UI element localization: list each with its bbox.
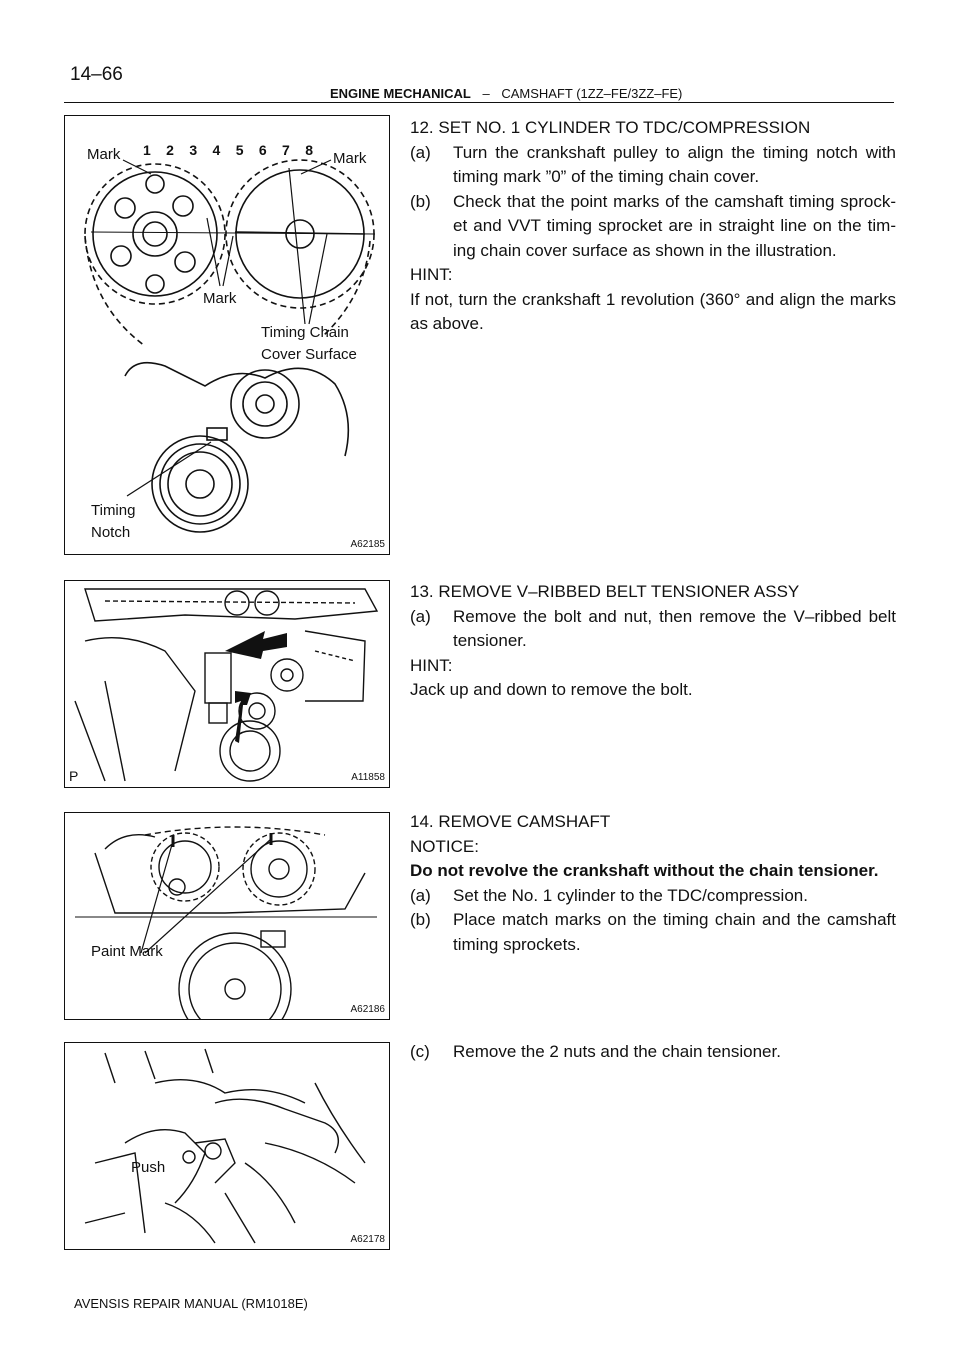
step-14-a-label: (a) [410,885,431,905]
figure-code: A62178 [350,1234,385,1245]
header-separator: – [482,86,490,101]
sprocket-number: 4 [212,142,221,158]
step-14-b [410,908,896,957]
step-12-b-text: Check that the point marks of the camshaft timing sprock-et and VVT timing sprocket are in straight line on the tim-ing chain cover surface as shown in the illustration. [453,191,896,260]
step-13-a-label: (a) [410,606,431,626]
figure-code: A11858 [351,772,385,783]
step-13-heading: 13. REMOVE V–RIBBED BELT TENSIONER ASSY [410,582,800,601]
belt-tensioner-illustration [65,581,389,787]
header-rule [64,102,894,103]
figure-corner-letter: P [69,768,79,784]
step-14-a [410,884,896,909]
sprocket-number: 7 [282,142,290,158]
step-14-c-text: Remove the 2 nuts and the chain tensioner. [453,1042,781,1061]
sprocket-number: 3 [189,142,198,158]
label-push: Push [131,1159,166,1176]
step-14-c [410,1040,896,1065]
sprocket-number: 5 [235,142,244,158]
step-12-a-text: Turn the crankshaft pulley to align the timing notch with timing mark ”0” of the timing chain cover. [453,142,896,186]
label-cover-line2: Cover Surface [261,346,357,363]
step-12-hint-label: HINT: [410,265,453,284]
header-title [330,86,682,101]
step-14 [410,810,896,957]
label-mark-center: Mark [203,290,237,307]
step-12-a-label: (a) [410,142,431,162]
figure-belt-tensioner [64,580,390,788]
paint-marks-illustration [65,813,389,1019]
page-number: 14–66 [70,64,123,85]
step-14-c-label: (c) [410,1042,430,1061]
figure-code: A62186 [350,1004,385,1015]
step-14-a-text: Set the No. 1 cylinder to the TDC/compression. [453,885,808,905]
step-12-a [410,141,896,190]
sprocket-number-row [143,142,313,158]
footer-manual-title: AVENSIS REPAIR MANUAL (RM1018E) [74,1296,308,1311]
header-subsection: CAMSHAFT (1ZZ–FE/3ZZ–FE) [501,86,683,101]
step-14-b-text: Place match marks on the timing chain and the camshaft timing sprockets. [453,910,896,954]
label-notch-line2: Notch [91,524,131,541]
sprocket-number: 8 [305,142,313,158]
step-14-notice-text: Do not revolve the crankshaft without the chain tensioner. [410,861,879,880]
label-cover-line1: Timing Chain [261,324,349,341]
figure-timing-marks [64,115,390,555]
step-13 [410,580,896,703]
figure-chain-tensioner [64,1042,390,1250]
step-12-b [410,190,896,264]
step-14-heading: 14. REMOVE CAMSHAFT [410,812,611,831]
label-mark-right: Mark [333,150,367,167]
figure-paint-marks [64,812,390,1020]
sprocket-number: 1 [143,142,151,158]
header-section: ENGINE MECHANICAL [330,86,471,101]
label-notch-line1: Timing [91,502,136,519]
step-13-a-text: Remove the bolt and nut, then remove the V–ribbed belt tensioner. [453,606,896,650]
step-14-b-label: (b) [410,910,431,929]
sprocket-number: 6 [258,142,267,158]
label-mark-left: Mark [87,146,121,163]
chain-tensioner-illustration [65,1043,389,1249]
step-12-hint-text: If not, turn the crankshaft 1 revolution (360° and align the marks as above. [410,289,896,333]
step-14-c-block [410,1040,896,1065]
step-13-hint-text: Jack up and down to remove the bolt. [410,680,693,699]
step-12 [410,116,896,337]
label-paint-mark: Paint Mark [91,943,163,960]
figure-code: A62185 [350,539,385,550]
step-13-hint-label: HINT: [410,655,453,675]
step-14-notice-label: NOTICE: [410,836,479,856]
sprocket-number: 2 [166,142,174,158]
step-12-heading: 12. SET NO. 1 CYLINDER TO TDC/COMPRESSION [410,118,811,137]
step-12-b-label: (b) [410,191,431,211]
step-13-a [410,605,896,654]
